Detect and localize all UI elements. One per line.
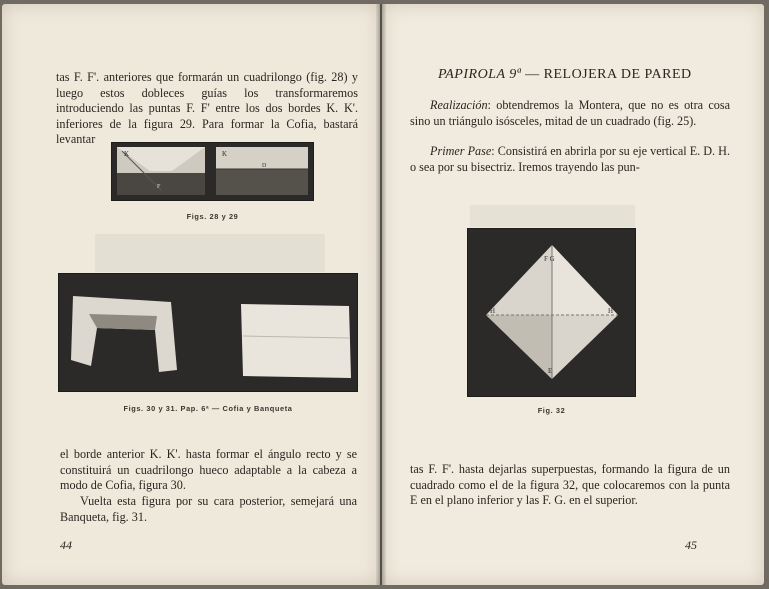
banqueta-model: [241, 304, 351, 378]
right-paragraph-2: [410, 144, 730, 175]
para2-text: : Consistirá en abrirla por su eje vertical E. D. H. o sea por su bisectriz. Iremos trayendo las pun-: [410, 144, 730, 174]
right-paragraph-bottom: tas F. F'. hasta dejarlas superpuestas, formando la figura de un cuadrado como el de la figura 32, que colocaremos con la punta E en el plano inferior y las F. G. en el superior.: [410, 462, 730, 507]
square-fold-dark: [486, 315, 552, 379]
chapter-heading: [438, 67, 692, 83]
bleed-through-shadow: [470, 205, 635, 227]
fig-label: D: [262, 163, 267, 169]
left-paragraph-bottom-1: el borde anterior K. K'. hasta formar el ángulo recto y se constituirá un cuadrilongo hueco adaptable a la cabeza a modo de Cofia, figura 30.: [60, 447, 357, 492]
fig-32-photo: [468, 229, 635, 396]
page-number-right: 45: [685, 538, 697, 552]
figs-28-29-photo: [112, 143, 313, 200]
para1-label: Realización: [430, 98, 488, 112]
heading-rest: — RELOJERA DE PARED: [521, 67, 692, 82]
fig-29-shadow: [216, 169, 308, 195]
figs-28-29-drawing: [112, 143, 313, 200]
para1-text: : obtendremos la Montera, que no es otra cosa sino un triángulo isósceles, mitad de un cuadrado (fig. 25).: [410, 98, 730, 128]
fig-label: K: [222, 150, 228, 158]
fig-label: K: [124, 150, 130, 158]
point-label-h-prime: H': [608, 307, 615, 315]
left-paragraph-bottom-2: Vuelta esta figura por su cara posterior, semejará una Banqueta, fig. 31.: [60, 494, 357, 524]
cofia-inner: [89, 314, 157, 330]
right-paragraph-1: [410, 98, 730, 129]
cofia-model: [71, 296, 177, 372]
heading-italic: PAPIROLA 9ª: [438, 67, 522, 82]
figs-30-31-photo: [59, 274, 357, 391]
caption-fig-32: Fig. 32: [537, 406, 566, 415]
square-fold-light: [552, 245, 618, 315]
fig-28-shadow: [117, 173, 205, 195]
book-gutter: [376, 4, 386, 585]
page-number-left: 44: [60, 538, 72, 552]
para2-label: Primer Pase: [430, 144, 492, 158]
bleed-through-shadow: [95, 234, 325, 272]
caption-figs-28-29: Figs. 28 y 29: [186, 212, 239, 221]
fig-label: F: [157, 184, 161, 190]
fig-32-drawing: [468, 229, 635, 396]
caption-figs-30-31: Figs. 30 y 31. Pap. 6ª — Cofia y Banqueta: [123, 404, 293, 413]
point-label-fg: F G: [544, 255, 555, 263]
point-label-e: E: [548, 367, 553, 375]
figs-30-31-drawing: [59, 274, 357, 391]
point-label-h: H: [490, 307, 496, 315]
left-paragraph-top: tas F. F'. anteriores que formarán un cuadrilongo (fig. 28) y luego estos dobleces guías los transformaremos introduciendo las puntas F. F' entre los dos bordes K. K'. inferiores de la figura 29. Para formar la Cofia, bastará levantar: [56, 70, 358, 146]
